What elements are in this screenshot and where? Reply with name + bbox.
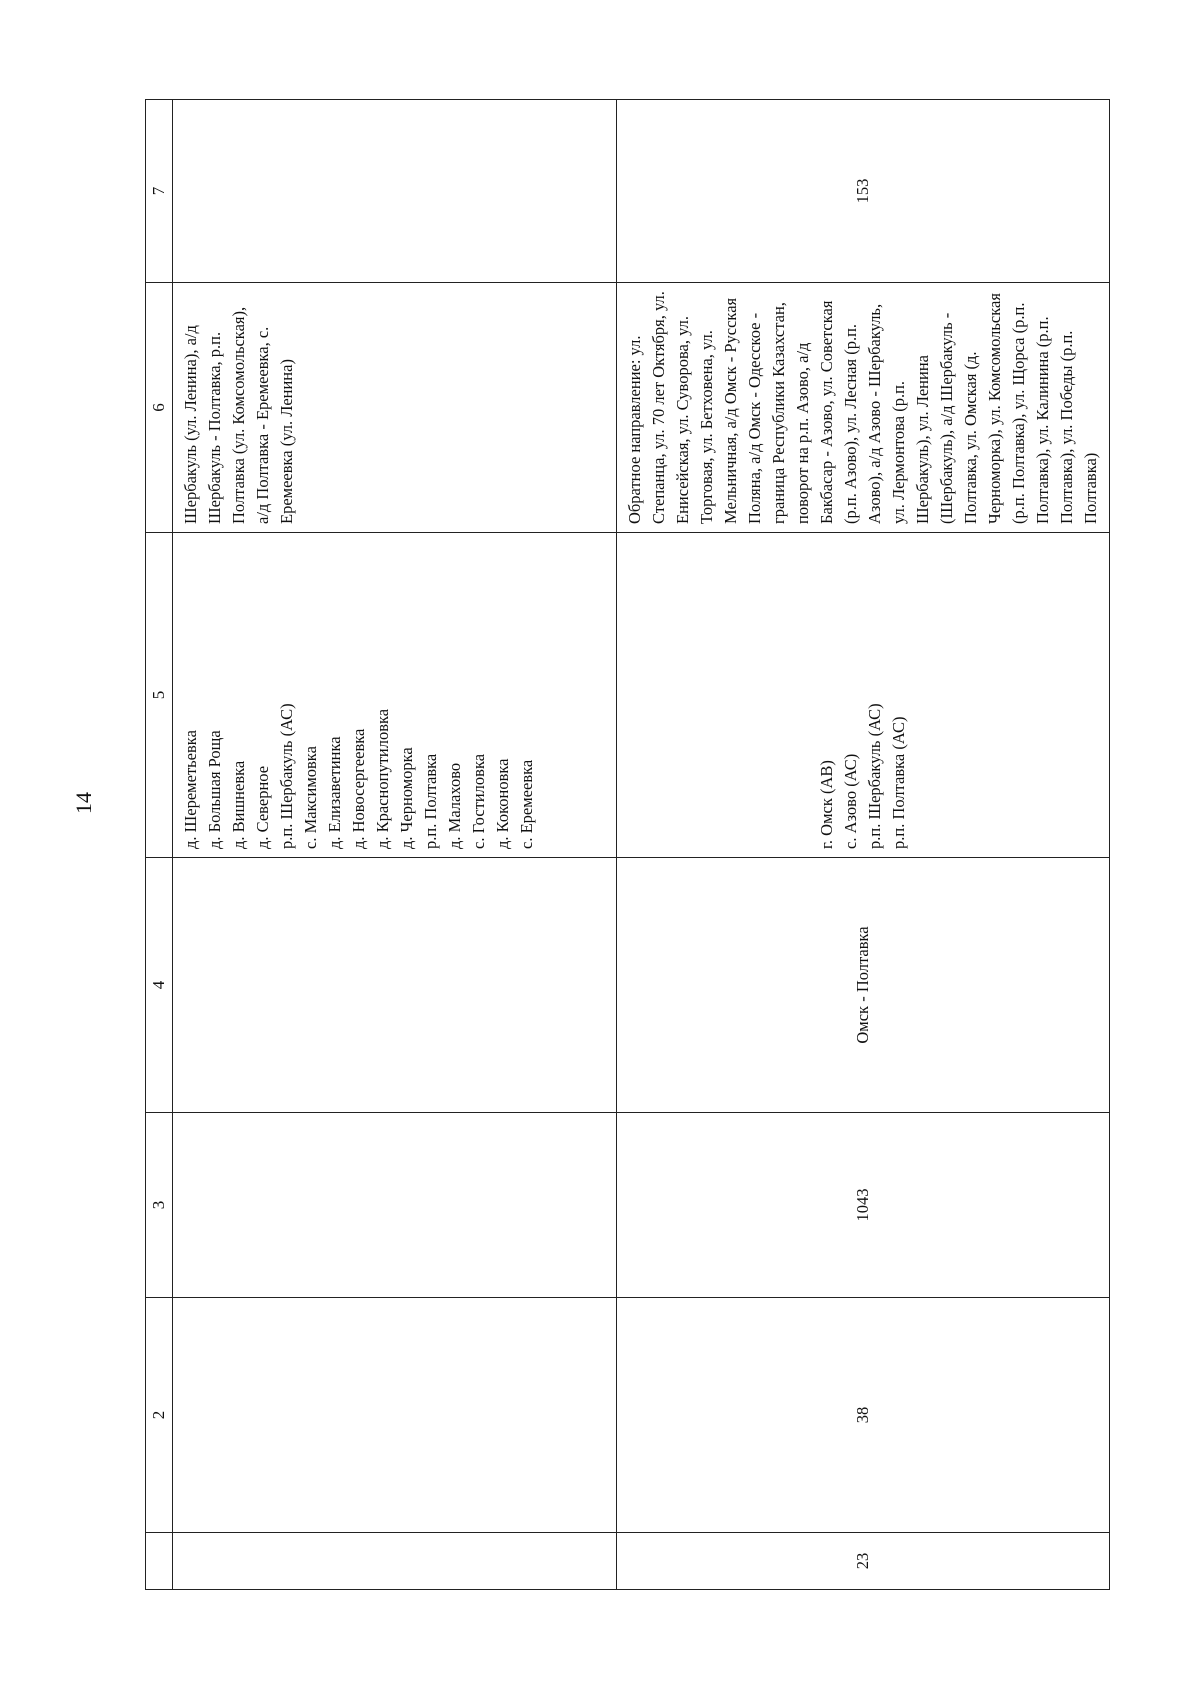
stop-item: д. Новосергеевка <box>349 728 368 849</box>
page-number <box>72 790 96 830</box>
header-col-2: 2 <box>146 1298 173 1533</box>
route-table-rotated <box>145 100 1100 1590</box>
stop-item: р.п. Шербакуль (АС) <box>277 703 296 849</box>
row-b-col-3: 1043 <box>617 1113 1110 1298</box>
row-a-col-3 <box>173 1113 617 1298</box>
route-table <box>145 99 1110 1590</box>
stop-item: д. Малахово <box>445 762 464 849</box>
header-col-6: 6 <box>146 283 173 533</box>
stop-item: д. Коконовка <box>493 758 512 849</box>
stop-item: с. Азово (АС) <box>841 753 860 849</box>
header-col-1 <box>146 1533 173 1590</box>
row-b-route: Обратное направление: ул. Степанца, ул. 70 лет Октября, ул. Енисейская, ул. Суворова, ул. Торговая, ул. Бетховена, ул. Мельничная, а/д Омск - Русская Поляна, а/д Омск - Одесское - граница Республики Казахстан, поворот на р.п. Азово, а/д Бакбасар - Азово, ул. Советская (р.п. Азово), ул. Лесная (р.п. Азово), а/д Азово - Шербакуль, ул. Лермонтова (р.п. Шербакуль), ул. Ленина (Шербакуль), а/д Шербакуль - Полтавка, ул. Омская (д. Черноморка), ул. Комсомольская (р.п. Полтавка), ул. Щорса (р.п. Полтавка), ул. Калинина (р.п. Полтавка), ул. Победы (р.п. Полтавка) <box>617 283 1110 533</box>
stop-item: д. Елизаветинка <box>325 736 344 849</box>
stop-item: д. Краснопутиловка <box>373 708 392 849</box>
stop-item: с. Еремеевка <box>517 759 536 849</box>
stop-item: д. Вишневка <box>229 760 248 849</box>
row-a-col-1 <box>173 1533 617 1590</box>
page-number-text: 14 <box>71 792 96 814</box>
row-a-col-7 <box>173 100 617 283</box>
stop-item: д. Черноморка <box>397 747 416 849</box>
stop-item: д. Большая Роща <box>205 730 224 849</box>
row-b-number: 23 <box>617 1533 1110 1590</box>
header-col-7: 7 <box>146 100 173 283</box>
stop-item: д. Шереметьевка <box>181 730 200 849</box>
table-row <box>617 100 1110 1590</box>
stop-item: г. Омск (АВ) <box>817 760 836 849</box>
stop-item: р.п. Полтавка (АС) <box>889 716 908 849</box>
stop-item: д. Северное <box>253 765 272 849</box>
row-b-col-7: 153 <box>617 100 1110 283</box>
header-col-5: 5 <box>146 533 173 858</box>
header-col-4: 4 <box>146 858 173 1113</box>
row-a-stops <box>173 533 617 858</box>
row-a-col-2 <box>173 1298 617 1533</box>
table-row <box>173 100 617 1590</box>
row-a-route: Шербакуль (ул. Ленина), а/д Шербакуль - Полтавка, р.п. Полтавка (ул. Комсомольская), а/д Полтавка - Еремеевка, с. Еремеевка (ул. Ленина) <box>173 283 617 533</box>
row-b-stops <box>617 533 1110 858</box>
stop-item: р.п. Шербакуль (АС) <box>865 703 884 849</box>
stop-item: с. Максимовка <box>301 746 320 849</box>
row-b-route-name: Омск - Полтавка <box>617 858 1110 1113</box>
row-a-col-4 <box>173 858 617 1113</box>
stop-item: р.п. Полтавка <box>421 753 440 849</box>
header-row <box>146 100 173 1590</box>
row-b-col-2: 38 <box>617 1298 1110 1533</box>
header-col-3: 3 <box>146 1113 173 1298</box>
stop-item: с. Гостиловка <box>469 753 488 849</box>
